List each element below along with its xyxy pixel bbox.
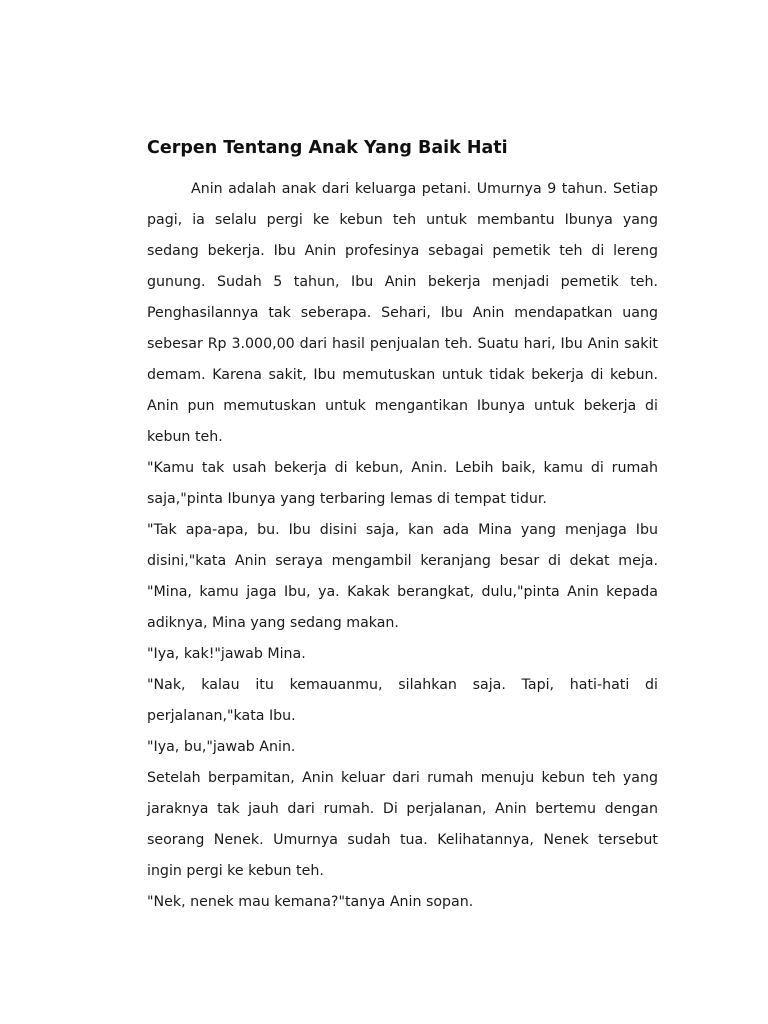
- paragraph: Anin adalah anak dari keluarga petani. Umurnya 9 tahun. Setiap pagi, ia selalu pergi ke kebun teh untuk membantu Ibunya yang sedang bekerja. Ibu Anin profesinya sebagai pemetik teh di lereng gunung. Sudah 5 tahun, Ibu Anin bekerja menjadi pemetik teh. Penghasilannya tak seberapa. Sehari, Ibu Anin mendapatkan uang sebesar Rp 3.000,00 dari hasil penjualan teh. Suatu hari, Ibu Anin sakit demam. Karena sakit, Ibu memutuskan untuk tidak bekerja di kebun. Anin pun memutuskan untuk mengantikan Ibunya untuk bekerja di kebun teh.: [147, 181, 658, 445]
- paragraph: "Nek, nenek mau kemana?"tanya Anin sopan.: [147, 894, 474, 910]
- document-title: Cerpen Tentang Anak Yang Baik Hati: [147, 138, 508, 158]
- paragraph: "Iya, kak!"jawab Mina.: [147, 646, 306, 662]
- paragraph: "Kamu tak usah bekerja di kebun, Anin. Lebih baik, kamu di rumah saja,"pinta Ibunya yang terbaring lemas di tempat tidur.: [147, 460, 658, 507]
- paragraph: "Iya, bu,"jawab Anin.: [147, 739, 296, 755]
- document-content: [147, 136, 658, 918]
- paragraph: "Nak, kalau itu kemauanmu, silahkan saja. Tapi, hati-hati di perjalanan,"kata Ibu.: [147, 677, 658, 724]
- document-body: [147, 174, 658, 918]
- paragraph: "Tak apa-apa, bu. Ibu disini saja, kan ada Mina yang menjaga Ibu disini,"kata Anin seraya mengambil keranjang besar di dekat meja. "Mina, kamu jaga Ibu, ya. Kakak berangkat, dulu,"pinta Anin kepada adiknya, Mina yang sedang makan.: [147, 522, 658, 631]
- paragraph: Setelah berpamitan, Anin keluar dari rumah menuju kebun teh yang jaraknya tak jauh dari rumah. Di perjalanan, Anin bertemu dengan seorang Nenek. Umurnya sudah tua. Kelihatannya, Nenek tersebut ingin pergi ke kebun teh.: [147, 770, 658, 879]
